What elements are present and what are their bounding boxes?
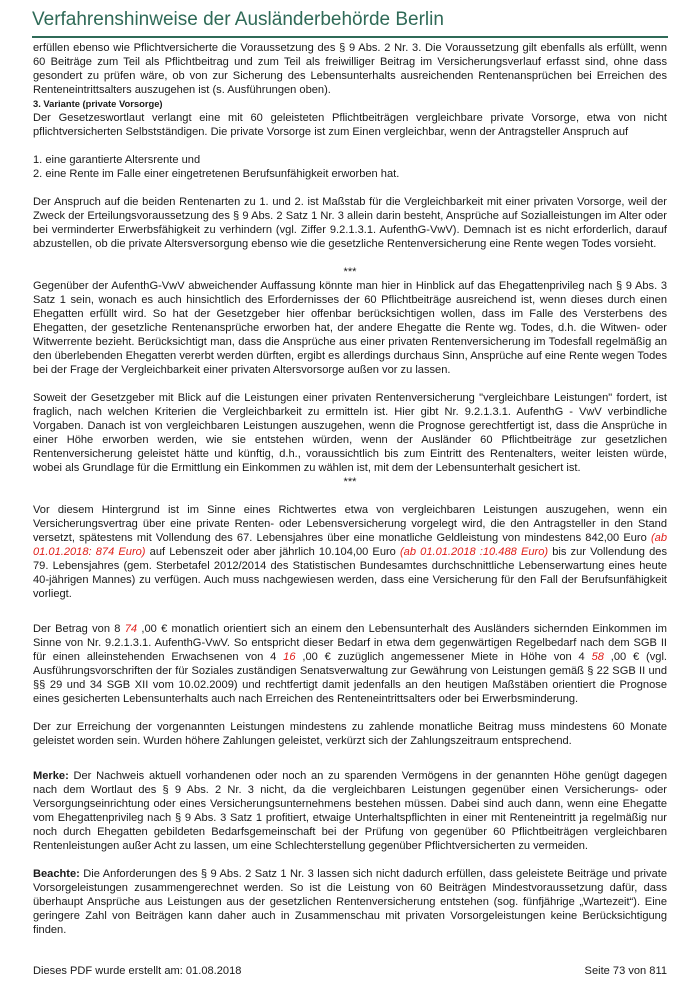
paragraph-private-vorsorge: Der Gesetzeswortlaut verlangt eine mit 60 geleisteten Pflichtbeiträgen vergleichbare private Vorsorge, etwa von nicht pflichtversicherten Selbstständigen. Die private Vorsorge ist zum Einen vergleichbar, wenn der Antragsteller Anspruch auf: [33, 112, 667, 138]
document-body: [33, 41, 667, 937]
updated-amount-note: (ab 01.01.2018: 874 Euro): [33, 532, 667, 558]
beachte-note: Beachte: Die Anforderungen des § 9 Abs. 2 Satz 1 Nr. 3 lassen sich nicht dadurch erfüllen, dass geleistete Beiträge und private Vorsorgeleistungen zusammengerechnet werden. So ist die Leistung von 60 Beiträgen Mindestvoraussetzung dafür, dass überhaupt Ansprüche aus Leistungen aus der gesetzlichen Rentenversicherung entstehen (sog. fünfjährige „Wartezeit“). Eine geringere Zahl von Beiträgen kann daher auch in Zusammenschau mit privaten Vorsorgeleistungen keine Berücksichtigung finden.: [33, 868, 667, 936]
page-number: Seite 73 von 811: [584, 965, 667, 977]
paragraph-vergleichbare-leistungen: Soweit der Gesetzgeber mit Blick auf die Leistungen einer privaten Rentenversicherung "vergleichbare Leistungen" fordert, ist fraglich, nach welchen Kriterien die Vergleichbarkeit zu ermitteln ist. Hier gibt Nr. 9.2.1.3.1. AufenthG - VwV verbindliche Vorgaben. Danach ist von vergleichbaren Leistungen auszugehen, wenn die Prognose gerechtfertigt ist, dass die Ansprüche in einer Höhe erworben werden, wie sie entstehen würden, wenn der Ausländer 60 Pflichtbeiträge zur gesetzlichen Rentenversicherung geleistet hätte und künftig, d.h., voraussichtlich bis zum Eintritt des Rentenalters, weiter leisten würde, wobei als Grundlage für die Ermittlung ein Einkommen zu wählen ist, mit dem der Lebensunterhalt gesichert ist.: [33, 392, 667, 474]
separator-stars: ***: [343, 266, 357, 278]
list-item: 1. eine garantierte Altersrente und: [33, 154, 201, 166]
page-header: [32, 8, 668, 38]
updated-digit: 16: [283, 651, 296, 663]
paragraph-ehegattenprivileg: Gegenüber der AufenthG-VwV abweichender Auffassung könnte man hier in Hinblick auf das Ehegattenprivileg nach § 9 Abs. 3 Satz 1 sein, wonach es auch hinsichtlich des Erfordernisses der 60 Pflichtbeiträge ausreichend ist, wenn dieses durch einen Ehegatten erfüllt wird. So hat der Gesetzgeber hier offenbar berücksichtigen wollen, dass im Falle des Versterbens des Ehegatten, der gesetzliche Rentenansprüche erworben hat, der andere Ehegatte die Rente wg. Todes, d.h. die Witwen- oder Witwerrente bezieht. Berücksichtigt man, dass die Ansprüche aus einer privaten Rentenversicherung im Todesfall regelmäßig an den überlebenden Ehegatten vererbt werden dürften, ergibt es allerdings durchaus Sinn, Ansprüche auf eine Rente wegen Todes bei der Frage der Vergleichbarkeit einer privaten Altersvorsorge außen vor zu lassen.: [33, 280, 667, 376]
section-heading: 3. Variante (private Vorsorge): [33, 98, 163, 109]
separator-stars: ***: [343, 476, 357, 488]
updated-digit: 74: [124, 623, 138, 635]
updated-amount-note: (ab 01.01.2018 :10.488 Euro): [399, 546, 549, 558]
updated-digit: 58: [591, 651, 604, 663]
paragraph-anspruch: Der Anspruch auf die beiden Rentenarten zu 1. und 2. ist Maßstab für die Vergleichbarkeit mit einer privaten Vorsorge, weil der Zweck der Erteilungsvoraussetzung des § 9 Abs. 2 Satz 1 Nr. 3 allein darin besteht, Ansprüche auf Sozialleistungen im Alter oder bei verminderter Erwerbsfähigkeit zu verhindern (vgl. Ziffer 9.2.1.3.1. AufenthG-VwV). Demnach ist es nicht erforderlich, darauf abzustellen, ob die private Altersversorgung ebenso wie die gesetzliche Rentenversicherung eine Rente wegen Todes vorsieht.: [33, 196, 667, 250]
paragraph-continuation: erfüllen ebenso wie Pflichtversicherte die Voraussetzung des § 9 Abs. 2 Nr. 3. Die Voraussetzung gilt ebenfalls als erfüllt, wenn 60 Beiträge zum Teil als Pflichtbeitrag und zum Teil als freiwilliger Beitrag im Versicherungsverlauf erfasst sind, ohne dass gesondert zu prüfen wäre, ob von zur Sicherung des Lebensunterhalts ausreichenden Rentenansprüchen bei Erreichen des Renteneintrittsalters auszugehen ist (s. Ausführungen oben).: [33, 42, 667, 96]
merke-note: Merke: Der Nachweis aktuell vorhandenen oder noch an zu sparenden Vermögens in der genannten Höhe genügt dagegen nach dem Wortlaut des § 9 Abs. 2 Nr. 3 nicht, da die vergleichbaren Leistungen gegenüber einen Versicherungs- oder Versorgungseinrichtung oder eines Versicherungsunternehmens bestehen müssen. Dabei sind auch dann, wenn eine Ehegatte vom Ehegattenprivileg nach § 9 Abs. 3 Satz 1 profitiert, etwaige Unterhaltspflichten in einer mit Renteneintritt ja regelmäßig nur noch durch Ehegatten gebildeten Bedarfsgemeinschaft bei der Prüfung von gegenüber 60 Pflichtbeiträgen vergleichbaren Rentenleistungen außer Acht zu lassen, um eine Schlechterstellung gegenüber Pflichtversicherten zu vermeiden.: [33, 770, 667, 852]
paragraph-mindestbeitrag: Der zur Erreichung der vorgenannten Leistungen mindestens zu zahlende monatliche Beitrag muss mindestens 60 Monate geleistet worden sein. Wurden höhere Zahlungen geleistet, verkürzt sich der Zahlungszeitraum entsprechend.: [33, 721, 667, 747]
paragraph-betrag: Der Betrag von 8 74 ,00 € monatlich orientiert sich an einem den Lebensunterhalt des Ausländers sichernden Einkommen im Sinne von Nr. 9.2.1.3.1. AufenthG-VwV. So entspricht dieser Bedarf in etwa dem gegenwärtigen Regelbedarf nach dem SGB II für einen alleinstehenden Erwachsenen von 4 16 ,00 € zuzüglich angemessener Miete in Höhe von 4 58 ,00 € (vgl. Ausführungsvorschriften der für Soziales zuständigen Senatsverwaltung zur Gewährung von Leistungen gemäß § 22 SGB II und §§ 29 und 34 SGB XII vom 10.02.2009) und rechtfertigt damit jedenfalls an den heutigen Maßstäben orientiert die Prognose eines gesicherten Lebensunterhalts auch nach Erreichen des Renteneintrittsalters oder bei Erwerbsminderung.: [33, 623, 667, 705]
document-title: Verfahrenshinweise der Ausländerbehörde Berlin: [32, 9, 444, 30]
list-item: 2. eine Rente im Falle einer eingetretenen Berufsunfähigkeit erworben hat.: [33, 168, 400, 180]
merke-label: Merke:: [33, 770, 69, 782]
pdf-created-date: Dieses PDF wurde erstellt am: 01.08.2018: [33, 965, 242, 977]
paragraph-richtwert: Vor diesem Hintergrund ist im Sinne eines Richtwertes etwa von vergleichbaren Leistungen auszugehen, wenn ein Versicherungsvertrag über eine private Renten- oder Lebensversicherung vorgelegt wird, die den Antragsteller in den Stand versetzt, spätestens mit Vollendung des 67. Lebensjahres über eine monatliche Geldleistung von mindestens 842,00 Euro (ab 01.01.2018: 874 Euro) auf Lebenszeit oder aber jährlich 10.104,00 Euro (ab 01.01.2018 :10.488 Euro) bis zur Vollendung des 79. Lebensjahres (gem. Sterbetafel 2012/2014 des Statistischen Bundesamtes durchschnittliche Lebenserwartung eines heute 40-jährigen Mannes) zu verfügen. Auch muss nachgewiesen werden, dass eine Versicherung für den Fall der Berufsunfähigkeit vorliegt.: [33, 504, 667, 600]
beachte-label: Beachte:: [33, 868, 80, 880]
